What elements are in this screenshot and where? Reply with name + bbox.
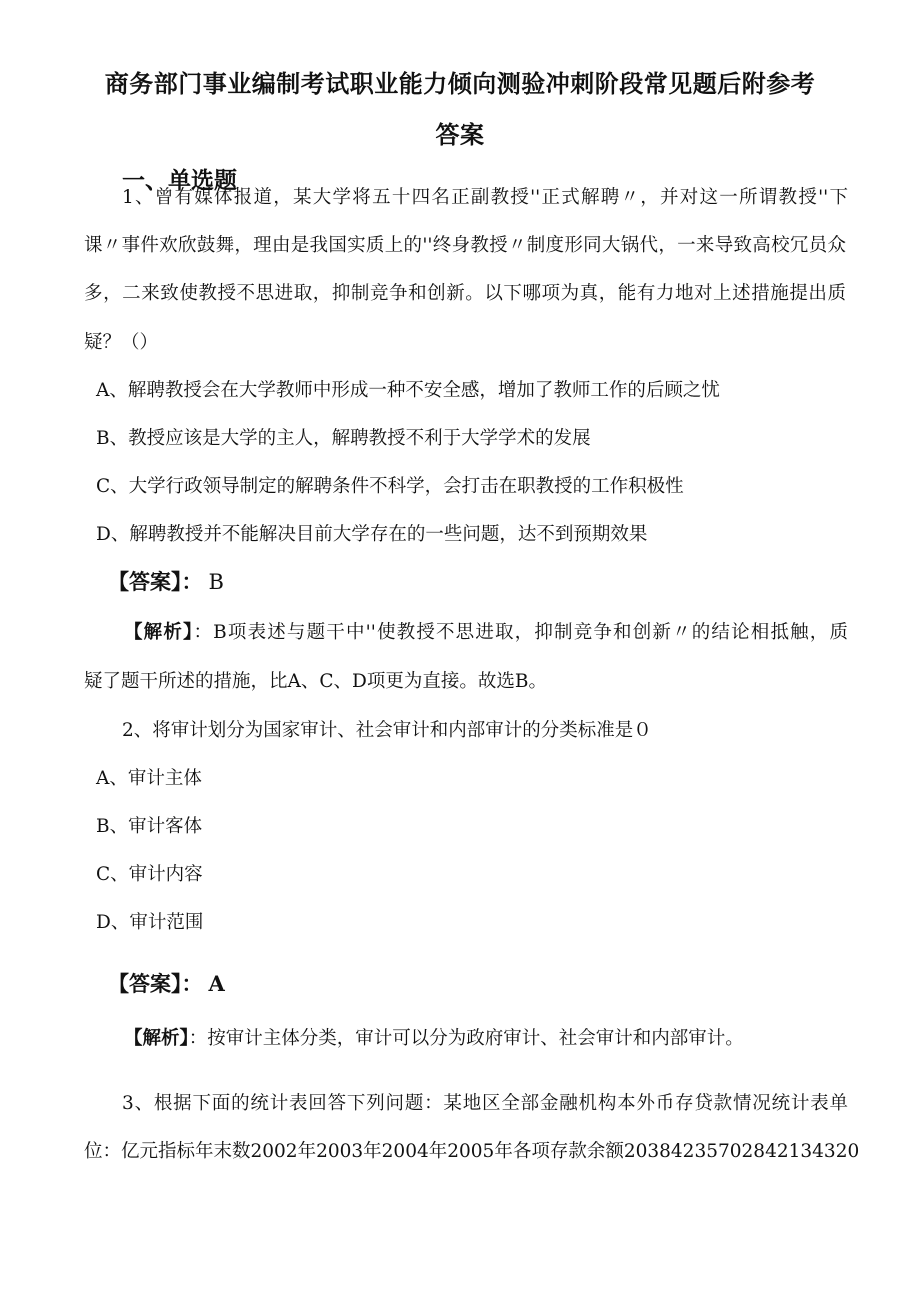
q1-stem-line-1: 1、曾有媒体报道，某大学将五十四名正副教授''正式解聘〃，并对这一所谓教授''下 (122, 187, 848, 208)
q2-answer-value: A (208, 971, 225, 996)
q1-option-d: D、解聘教授并不能解决目前大学存在的一些问题，达不到预期效果 (96, 524, 648, 545)
q1-option-b: B、教授应该是大学的主人，解聘教授不利于大学学术的发展 (96, 428, 591, 449)
q2-answer (108, 968, 225, 998)
q3-stem-line-1: 3、根据下面的统计表回答下列问题：某地区全部金融机构本外币存贷款情况统计表单 (122, 1093, 848, 1114)
q2-explanation (124, 1026, 744, 1052)
q1-answer (108, 566, 224, 596)
q2-stem: 2、将审计划分为国家审计、社会审计和内部审计的分类标准是０ (122, 720, 652, 741)
q1-answer-value: B (208, 570, 224, 594)
q1-option-a: A、解聘教授会在大学教师中形成一种不安全感，增加了教师工作的后顾之忧 (96, 380, 720, 401)
q1-stem-line-4: 疑？（） (84, 332, 159, 353)
q2-option-d: D、审计范围 (96, 912, 204, 933)
document-title-line-1: 商务部门事业编制考试职业能力倾向测验冲刺阶段常见题后附参考 (104, 70, 816, 98)
q1-stem-line-2: 课〃事件欢欣鼓舞，理由是我国实质上的''终身教授〃制度形同大锅代，一来导致高校冗员众 (84, 235, 846, 256)
q2-option-a: A、审计主体 (96, 768, 202, 789)
q2-explanation-text: ：按审计主体分类，审计可以分为政府审计、社会审计和内部审计。 (188, 1028, 744, 1049)
q2-explanation-label: 【解析】 (124, 1028, 189, 1049)
q3-stem-line-2: 位：亿元指标年末数2002年2003年2004年2005年各项存款余额20384235702842134320 (84, 1141, 860, 1162)
q1-option-c: C、大学行政领导制定的解聘条件不科学，会打击在职教授的工作积极性 (96, 476, 684, 497)
section-heading: 一、单选题 (122, 168, 237, 194)
q2-answer-label: 【答案】： (108, 972, 203, 996)
q2-option-c: C、审计内容 (96, 864, 203, 885)
document-title-line-2: 答案 (435, 121, 485, 149)
q1-stem-line-3: 多，二来致使教授不思进取，抑制竞争和创新。以下哪项为真，能有力地对上述措施提出质 (84, 283, 846, 304)
q1-explanation-text-1: ：B项表述与题干中''使教授不思进取，抑制竞争和创新〃的结论相抵触，质 (193, 622, 848, 643)
q2-option-b: B、审计客体 (96, 816, 203, 837)
q1-explanation-label: 【解析】 (124, 622, 194, 643)
q1-explanation-line-1 (124, 620, 848, 646)
q1-explanation-line-2: 疑了题干所述的措施，比A、C、D项更为直接。故选B。 (84, 671, 547, 692)
q1-answer-label: 【答案】： (108, 570, 203, 594)
